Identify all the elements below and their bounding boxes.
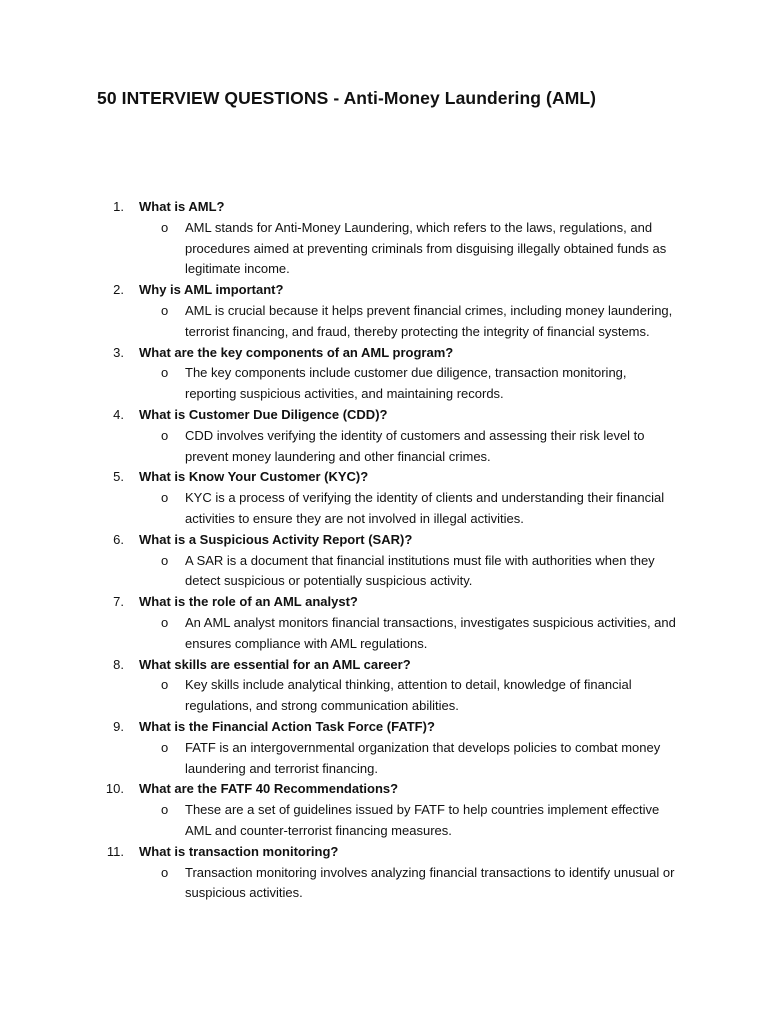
bullet-icon: o (161, 490, 169, 506)
answer-text: AML is crucial because it helps prevent financial crimes, including money laundering, terrorist financing, and fraud, thereby protecting the integrity of financial systems. (185, 302, 673, 339)
question-text: What is Customer Due Diligence (CDD)? (139, 406, 388, 422)
question-list (0, 197, 768, 904)
question-text: What is a Suspicious Activity Report (SAR)? (139, 531, 413, 547)
question-number: 5. (113, 469, 124, 485)
answer-block (0, 301, 680, 343)
question-line (0, 779, 768, 800)
question-line (0, 280, 768, 301)
bullet-icon: o (161, 302, 169, 318)
list-item (0, 530, 768, 592)
question-line (0, 655, 768, 676)
answer-block (0, 363, 680, 405)
bullet-icon: o (161, 864, 169, 880)
answer-block (0, 613, 680, 655)
answer-text: CDD involves verifying the identity of customers and assessing their risk level to prevent money laundering and other financial crimes. (185, 427, 645, 464)
question-text: What is transaction monitoring? (139, 843, 339, 859)
list-item (0, 592, 768, 654)
list-item (0, 467, 768, 529)
answer-block (0, 738, 680, 780)
bullet-icon: o (161, 552, 169, 568)
question-number: 8. (113, 656, 124, 672)
question-line (0, 592, 768, 613)
answer-block (0, 488, 680, 530)
answer-text: An AML analyst monitors financial transactions, investigates suspicious activities, and ensures compliance with AML regulations. (185, 614, 676, 651)
question-number: 10. (105, 781, 124, 797)
question-line (0, 842, 768, 863)
question-number: 6. (113, 531, 124, 547)
answer-text: These are a set of guidelines issued by FATF to help countries implement effective AML and counter-terrorist financing measures. (185, 802, 660, 838)
answer-text: Key skills include analytical thinking, attention to detail, knowledge of financial regulations, and strong communication abilities. (185, 677, 632, 714)
question-text: What is AML? (139, 199, 225, 214)
answer-block (0, 218, 680, 280)
answer-block (0, 675, 680, 717)
list-item (0, 343, 768, 405)
bullet-icon: o (161, 739, 169, 755)
list-item (0, 197, 768, 280)
question-text: What is the Financial Action Task Force (FATF)? (139, 718, 435, 734)
question-text: What is the role of an AML analyst? (139, 594, 358, 610)
question-number: 2. (113, 282, 124, 298)
question-line (0, 467, 768, 488)
list-item (0, 779, 768, 841)
question-text: What are the key components of an AML program? (139, 344, 454, 360)
answer-text: Transaction monitoring involves analyzing financial transactions to identify unusual or suspicious activities. (185, 864, 675, 901)
answer-text: A SAR is a document that financial institutions must file with authorities when they detect suspicious or potentially suspicious activity. (185, 552, 655, 589)
question-number: 4. (113, 406, 124, 422)
question-line (0, 717, 768, 738)
list-item (0, 655, 768, 717)
question-text: What is Know Your Customer (KYC)? (139, 469, 369, 485)
question-line (0, 530, 768, 551)
bullet-icon: o (161, 677, 169, 693)
page-title: 50 INTERVIEW QUESTIONS - Anti-Money Laundering (AML) (97, 88, 597, 108)
question-line (0, 405, 768, 426)
question-text: Why is AML important? (139, 282, 284, 298)
answer-block (0, 426, 680, 468)
question-number: 9. (113, 718, 124, 734)
question-line (0, 343, 768, 364)
bullet-icon: o (161, 802, 169, 818)
answer-text: FATF is an intergovernmental organization that develops policies to combat money laundering and terrorist financing. (185, 739, 661, 776)
answer-block (0, 863, 680, 905)
question-number: 11. (106, 843, 124, 859)
answer-text: KYC is a process of verifying the identity of clients and understanding their financial activities to ensure they are not involved in illegal activities. (185, 490, 665, 526)
list-item (0, 717, 768, 779)
answer-block (0, 800, 680, 842)
list-item (0, 280, 768, 342)
question-line (0, 197, 768, 218)
bullet-icon: o (161, 219, 169, 235)
bullet-icon: o (161, 365, 169, 381)
list-item (0, 405, 768, 467)
question-number: 3. (113, 344, 124, 360)
answer-text: AML stands for Anti-Money Laundering, which refers to the laws, regulations, and procedures aimed at preventing criminals from disguising illegally obtained funds as legitimate income. (185, 219, 667, 277)
question-number: 7. (113, 594, 124, 610)
question-number: 1. (113, 199, 124, 214)
question-text: What skills are essential for an AML career? (139, 656, 411, 672)
list-item (0, 842, 768, 904)
answer-block (0, 551, 680, 593)
bullet-icon: o (161, 614, 169, 630)
question-text: What are the FATF 40 Recommendations? (139, 781, 399, 797)
bullet-icon: o (161, 427, 169, 443)
answer-text: The key components include customer due diligence, transaction monitoring, reporting suspicious activities, and maintaining records. (185, 365, 627, 402)
